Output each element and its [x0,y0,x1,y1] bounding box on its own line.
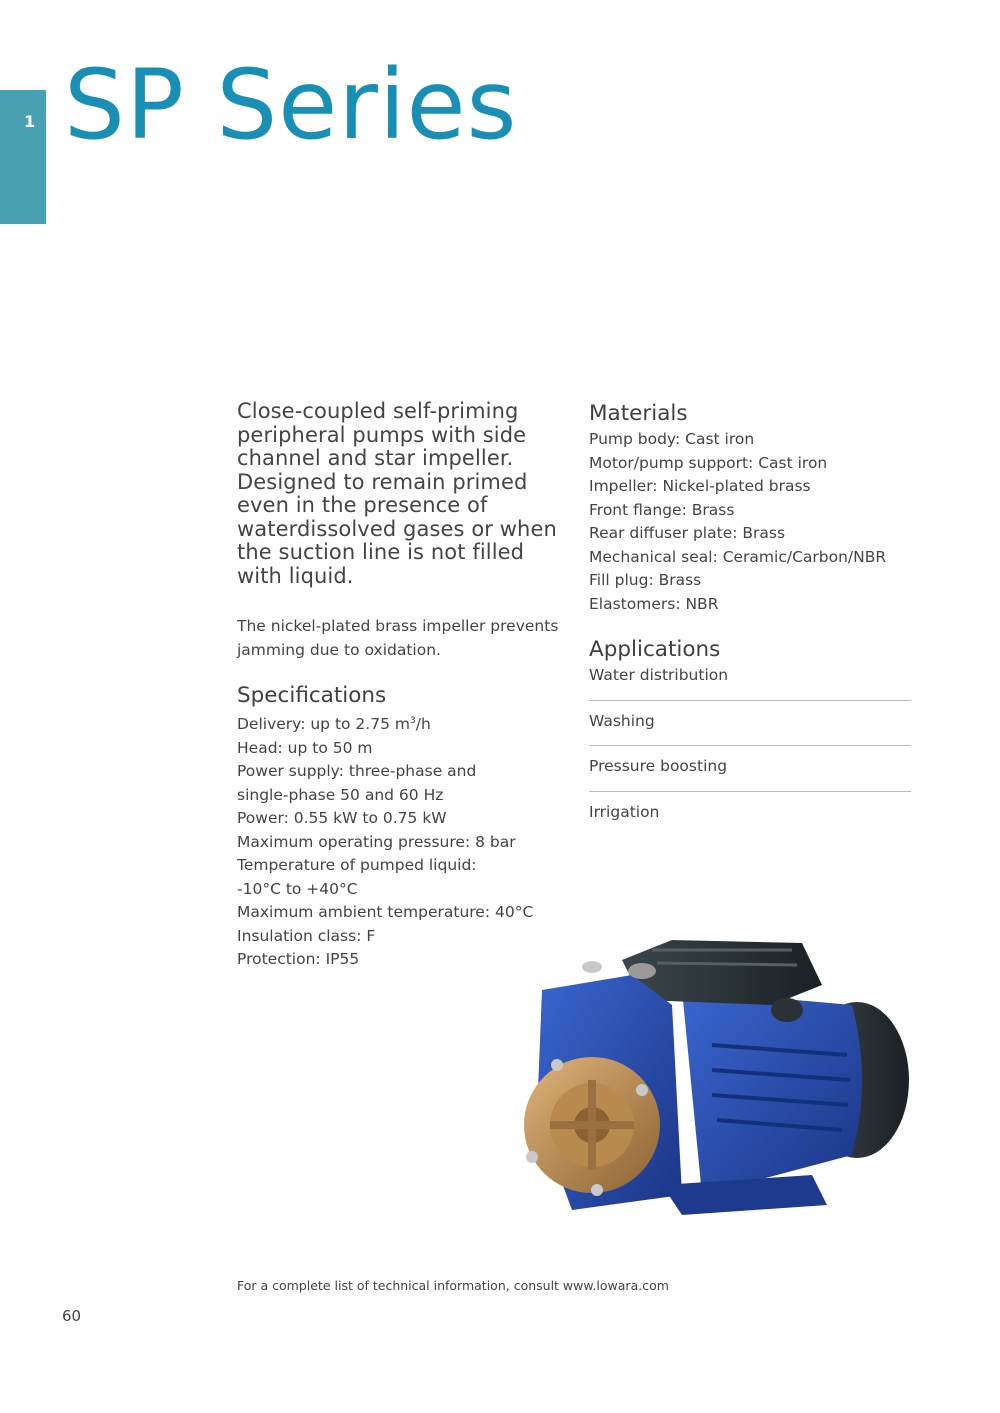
materials-list [589,428,911,616]
chapter-number: 1 [24,112,36,131]
application-item: Water distribution [589,664,911,701]
material-item: Front flange: Brass [589,500,735,519]
application-item: Irrigation [589,802,660,821]
spec-item: single-phase 50 and 60 Hz [237,785,444,804]
left-column [237,400,572,972]
applications-list [589,664,911,836]
spec-item [237,710,572,737]
spec-item: Power supply: three-phase and [237,762,477,781]
spec-item: -10°C to +40°C [237,879,358,898]
delivery-prefix: Delivery: up to 2.75 m [237,715,410,734]
page-number: 60 [62,1307,82,1325]
footnote: For a complete list of technical information, consult www.lowara.com [237,1278,669,1293]
right-column [589,400,911,845]
applications-heading: Applications [589,637,721,662]
spec-item: Temperature of pumped liquid: [237,856,477,875]
spec-item: Power: 0.55 kW to 0.75 kW [237,809,447,828]
pump-image [512,895,932,1265]
impeller-paragraph: The nickel-plated brass impeller prevents jamming due to oxidation. [237,617,559,659]
materials-heading: Materials [589,401,688,426]
material-item: Rear diffuser plate: Brass [589,524,786,542]
material-item: Mechanical seal: Ceramic/Carbon/NBR [589,547,887,566]
spec-item: Insulation class: F [237,926,376,945]
application-item: Pressure boosting [589,755,911,792]
spec-item: Maximum ambient temperature: 40°C [237,903,534,922]
spec-item: Maximum operating pressure: 8 bar [237,832,516,851]
spec-item: Head: up to 50 m [237,738,373,757]
delivery-suffix: /h [415,715,431,734]
intro-text: Close-coupled self-priming peripheral pumps with side channel and star impeller. Designed to remain primed even in the presence of waterdissolved gases or when the suction line is not filled with liquid. [237,399,557,588]
material-item: Motor/pump support: Cast iron [589,453,828,472]
material-item: Fill plug: Brass [589,571,702,589]
material-item: Pump body: Cast iron [589,430,755,448]
specifications-heading: Specifications [237,683,387,708]
material-item: Elastomers: NBR [589,594,719,613]
delivery-sup: 3 [409,716,416,726]
material-item: Impeller: Nickel-plated brass [589,477,811,495]
spec-item: Protection: IP55 [237,950,360,969]
page-title: SP Series [64,49,518,161]
application-item: Washing [589,710,911,747]
chapter-tab [0,90,46,224]
